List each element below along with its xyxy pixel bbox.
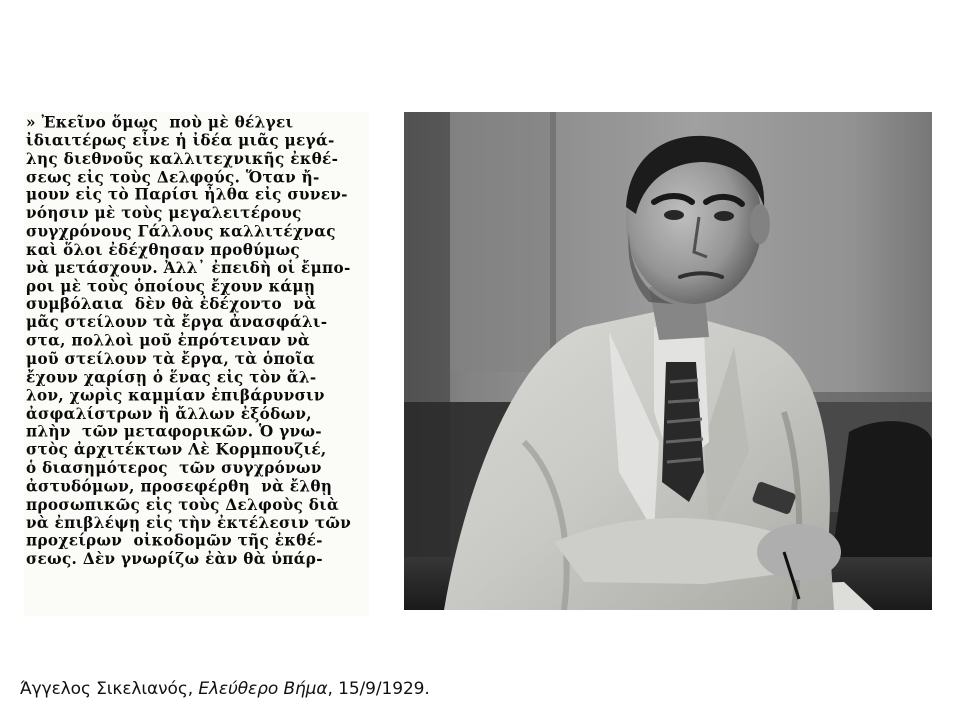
portrait-photo — [404, 112, 932, 610]
clipping-line: λης διεθνοῦς καλλιτεχνικῆς ἐκθέ- — [26, 149, 339, 168]
clipping-line: καὶ ὅλοι ἐδέχθησαν προθύμως — [26, 240, 301, 259]
clipping-line: νὰ ἐπιβλέψῃ εἰς τὴν ἐκτέλεσιν τῶν — [26, 513, 352, 532]
clipping-line: νόησιν μὲ τοὺς μεγαλειτέρους — [26, 204, 302, 223]
clipping-line: σεως εἰς τοὺς Δελφούς. Ὅταν ἤ- — [26, 167, 320, 186]
clipping-line: μουν εἰς τὸ Παρίσι ἦλθα εἰς συνεν- — [26, 185, 348, 205]
clipping-line: προχείρων οἰκοδομῶν τῆς ἐκθέ- — [26, 531, 323, 550]
caption-publication: Ελεύθερο Βήμα — [198, 679, 328, 699]
clipping-line: λον, χωρὶς καμμίαν ἐπιβάρυνσιν — [26, 386, 325, 405]
clipping-line: συγχρόνους Γάλλους καλλιτέχνας — [26, 222, 336, 241]
clipping-line: νὰ μετάσχουν. Ἀλλ᾿ ἐπειδὴ οἱ ἔμπο- — [26, 258, 351, 277]
clipping-line: ὁ διασημότερος τῶν συγχρόνων — [26, 458, 322, 478]
clipping-line: μοῦ στείλουν τὰ ἔργα, τὰ ὁποῖα — [26, 349, 316, 368]
clipping-line: συμβόλαια δὲν θὰ ἐδέχοντο νὰ — [26, 295, 317, 314]
clipping-line: στα, πολλοὶ μοῦ ἐπρότειναν νὰ — [26, 331, 310, 350]
newspaper-clipping — [24, 112, 369, 616]
clipping-line: πλὴν τῶν μεταφορικῶν. Ὁ γνω- — [26, 422, 322, 441]
clipping-line: ἀσφαλίστρων ἢ ἄλλων ἐξόδων, — [26, 404, 312, 423]
caption-date: , 15/9/1929. — [327, 679, 430, 699]
clipping-line: ἔχουν χαρίσῃ ὁ ἕνας εἰς τὸν ἄλ- — [26, 367, 317, 387]
clipping-text — [24, 112, 369, 569]
caption-author: Άγγελος Σικελιανός, — [20, 679, 199, 699]
clipping-line: στὸς ἀρχιτέκτων Λὲ Κορμπουζιέ, — [26, 440, 327, 459]
clipping-line: ροι μὲ τοὺς ὁποίους ἔχουν κάμῃ — [26, 276, 316, 296]
clipping-line: ἰδιαιτέρως εἶνε ἡ ἰδέα μιᾶς μεγά- — [26, 131, 335, 150]
caption — [20, 679, 430, 699]
portrait-photo-image — [404, 112, 932, 610]
clipping-line: μᾶς στείλουν τὰ ἔργα ἀνασφάλι- — [26, 313, 328, 332]
clipping-line: ἀστυδόμων, προσεφέρθη νὰ ἔλθῃ — [26, 477, 333, 496]
clipping-line: » Ἐκεῖνο ὅμως ποὺ μὲ θέλγει — [26, 113, 294, 132]
clipping-line: σεως. Δὲν γνωρίζω ἐὰν θὰ ὑπάρ- — [26, 549, 323, 569]
clipping-line: προσωπικῶς εἰς τοὺς Δελφοὺς διὰ — [26, 495, 340, 514]
